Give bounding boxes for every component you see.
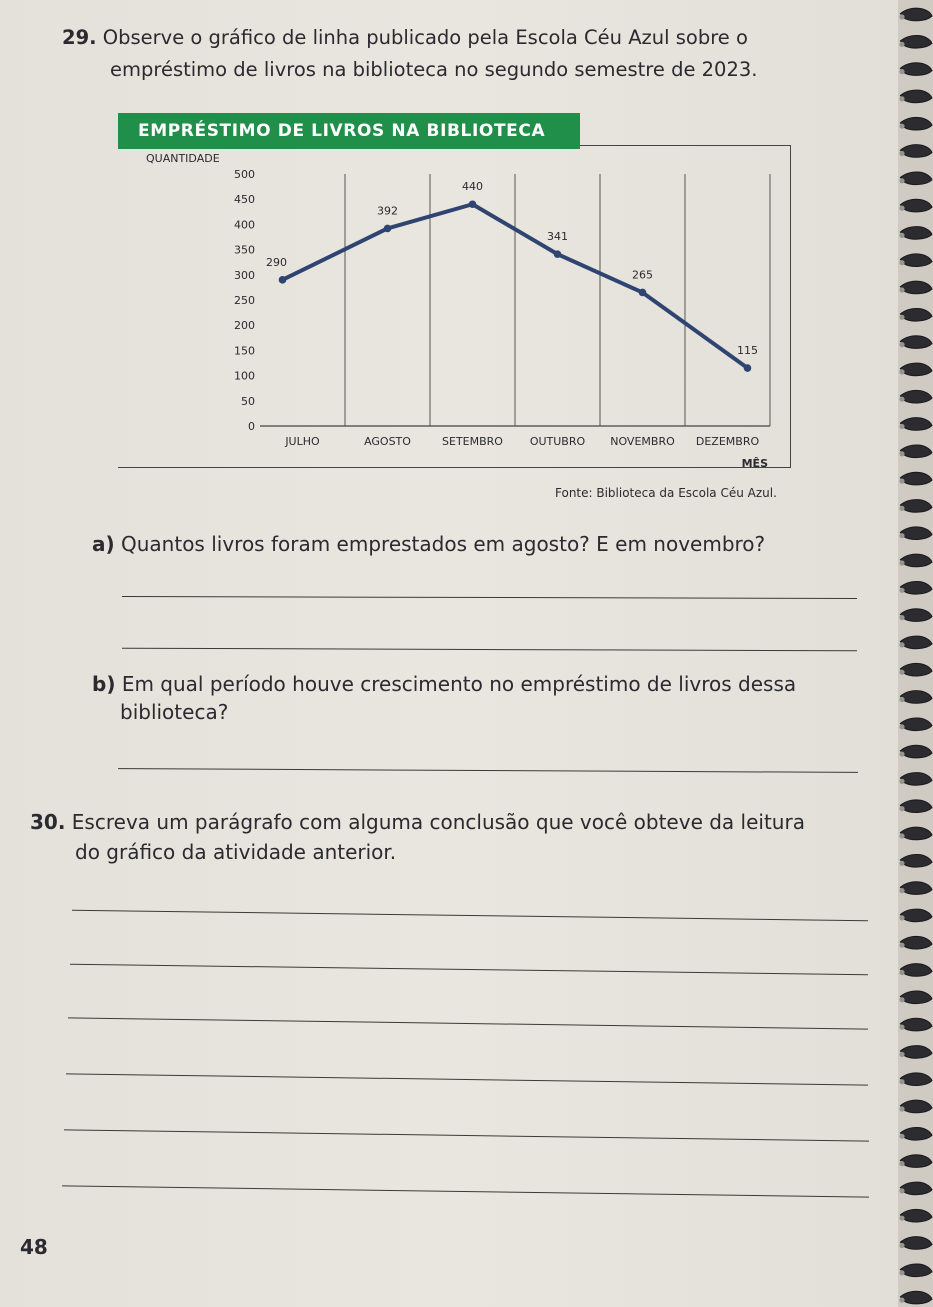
spiral-hole (899, 315, 904, 320)
spiral-hole (899, 970, 904, 975)
page-number: 48 (20, 1235, 48, 1259)
chart-y-tick-label: 400 (234, 218, 255, 232)
chart-x-tick-label: OUTUBRO (529, 435, 586, 448)
spiral-hole (899, 69, 904, 74)
spiral-binding (898, 0, 933, 1307)
spiral-hole (899, 997, 904, 1002)
spiral-hole (899, 1298, 904, 1303)
question-30-number: 30. (30, 810, 66, 834)
spiral-hole (899, 233, 904, 238)
question-a-text: Quantos livros foram emprestados em agosto? E em novembro? (121, 532, 766, 556)
question-29-line1 (62, 24, 748, 52)
chart-y-tick-label: 500 (234, 168, 255, 181)
chart-data-label: 290 (266, 255, 287, 269)
question-30-line1 (30, 808, 805, 836)
spiral-hole (899, 1134, 904, 1139)
chart-x-tick-label: AGOSTO (364, 435, 411, 448)
chart-x-axis-label: MÊS (741, 457, 768, 470)
question-30-text-line1: Escreva um parágrafo com alguma conclusão que você obteve da leitura (71, 810, 805, 834)
chart-data-label: 341 (547, 230, 568, 244)
chart-y-tick-label: 100 (234, 369, 255, 383)
spiral-hole (899, 151, 904, 156)
spiral-hole (899, 1025, 904, 1030)
spiral-hole (899, 861, 904, 866)
spiral-hole (899, 724, 904, 729)
chart-y-tick-label: 300 (234, 268, 255, 282)
spiral-hole (899, 1161, 904, 1166)
question-29-text-line2: empréstimo de livros na biblioteca no segundo semestre de 2023. (110, 58, 758, 81)
question-29-number: 29. (62, 26, 97, 49)
spiral-hole (899, 615, 904, 620)
spiral-hole (899, 779, 904, 784)
spiral-hole (899, 752, 904, 757)
spiral-hole (899, 1052, 904, 1057)
spiral-hole (899, 533, 904, 538)
question-a-label: a) (92, 532, 115, 556)
answer-line-30-5[interactable] (64, 1129, 869, 1141)
chart-y-tick-label: 50 (241, 394, 255, 408)
spiral-hole (899, 479, 904, 484)
answer-line-b-1[interactable] (118, 768, 858, 773)
question-a (92, 530, 765, 558)
chart-point (279, 276, 287, 284)
spiral-hole (899, 642, 904, 647)
spiral-hole (899, 506, 904, 511)
question-b-text-line2: biblioteca? (120, 700, 229, 724)
question-b-label: b) (92, 672, 116, 696)
spiral-hole (899, 1188, 904, 1193)
line-chart (118, 145, 798, 475)
question-b-text-line1: Em qual período houve crescimento no empréstimo de livros dessa (121, 672, 797, 696)
spiral-hole (899, 260, 904, 265)
spiral-hole (899, 369, 904, 374)
spiral-hole (899, 14, 904, 19)
chart-point (554, 250, 562, 258)
chart-point (469, 200, 477, 208)
answer-line-30-2[interactable] (70, 964, 868, 975)
spiral-hole (899, 1106, 904, 1111)
spiral-hole (899, 670, 904, 675)
spiral-hole (899, 1079, 904, 1084)
spiral-hole (899, 806, 904, 811)
chart-point (744, 364, 752, 372)
chart-data-label: 440 (462, 180, 483, 194)
answer-line-30-3[interactable] (68, 1017, 868, 1029)
spiral-hole (899, 560, 904, 565)
spiral-hole (899, 588, 904, 593)
question-30-text-line2: do gráfico da atividade anterior. (75, 840, 397, 864)
answer-line-30-4[interactable] (66, 1073, 868, 1085)
chart-x-tick-label: DEZEMBRO (695, 435, 760, 448)
spiral-hole (899, 833, 904, 838)
spiral-hole (899, 1216, 904, 1221)
spiral-hole (899, 943, 904, 948)
chart-y-tick-label: 250 (234, 294, 255, 307)
chart-y-tick-label: 350 (234, 243, 255, 257)
spiral-hole (899, 42, 904, 47)
spiral-hole (899, 397, 904, 402)
spiral-hole (899, 1243, 904, 1248)
chart-x-tick-label: SETEMBRO (442, 435, 503, 448)
chart-y-tick-label: 200 (234, 319, 255, 333)
chart-data-label: 115 (737, 344, 758, 358)
spiral-hole (899, 451, 904, 456)
chart-data-label: 392 (377, 204, 398, 218)
chart-y-axis-label: QUANTIDADE (146, 152, 220, 165)
spiral-hole (899, 915, 904, 920)
spiral-hole (899, 287, 904, 292)
spiral-hole (899, 424, 904, 429)
answer-line-a-2[interactable] (122, 648, 857, 652)
chart-x-tick-label: JULHO (285, 435, 320, 448)
spiral-hole (899, 96, 904, 101)
chart-y-tick-label: 150 (234, 344, 255, 358)
question-b-line1 (92, 670, 796, 698)
chart-y-tick-label: 0 (248, 420, 255, 433)
chart-source: Fonte: Biblioteca da Escola Céu Azul. (555, 486, 777, 500)
spiral-hole (899, 342, 904, 347)
spiral-hole (899, 697, 904, 702)
spiral-hole (899, 206, 904, 211)
spiral-hole (899, 178, 904, 183)
spiral-hole (899, 124, 904, 129)
spiral-hole (899, 888, 904, 893)
answer-line-30-6[interactable] (62, 1185, 869, 1197)
answer-line-30-1[interactable] (72, 910, 868, 921)
chart-point (384, 225, 392, 233)
chart-point (639, 289, 647, 297)
answer-line-a-1[interactable] (122, 596, 857, 599)
chart-y-tick-label: 450 (234, 193, 255, 207)
chart-x-tick-label: NOVEMBRO (610, 435, 675, 448)
spiral-hole (899, 1270, 904, 1275)
chart-data-label: 265 (632, 268, 653, 282)
chart-title: EMPRÉSTIMO DE LIVROS NA BIBLIOTECA (118, 113, 580, 149)
question-29-text-line1: Observe o gráfico de linha publicado pela Escola Céu Azul sobre o (102, 26, 748, 49)
